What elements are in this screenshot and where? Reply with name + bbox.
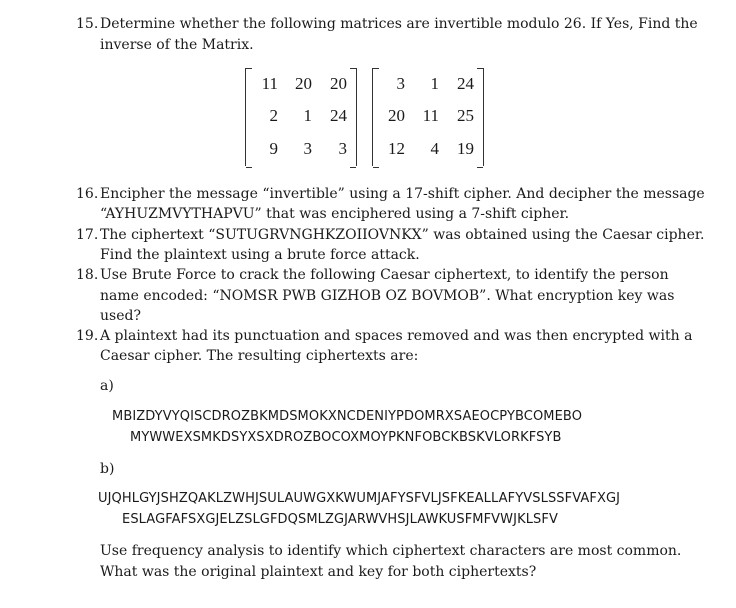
matrix-a-cell: 11 (261, 74, 278, 93)
matrix-b (372, 68, 484, 166)
q19-b-label: b) (100, 461, 115, 477)
matrix-a-cell: 24 (330, 106, 347, 125)
q19-footer-line2: What was the original plaintext and key for both ciphertexts? (100, 564, 537, 580)
matrix-a-cell: 2 (269, 106, 278, 125)
matrix-b-cell: 19 (457, 139, 474, 158)
matrix-b-cell: 3 (396, 74, 405, 93)
matrix-b-cell: 11 (422, 106, 439, 125)
ciphertext-a-line2: MYWWEXSMKDSYXSXDROZBOCOXMOYPKNFOBCKBSKVLORKFSYB (130, 430, 562, 445)
q18-line1: Use Brute Force to crack the following Caesar ciphertext, to identify the person (100, 267, 669, 283)
matrix-a-cell: 20 (330, 74, 347, 93)
q19-number: 19. (76, 328, 99, 344)
q19-line2: Caesar cipher. The resulting ciphertexts are: (100, 348, 419, 364)
matrix-a-cell: 1 (303, 106, 312, 125)
q15-line1: Determine whether the following matrices are invertible modulo 26. If Yes, Find the (100, 16, 698, 32)
ciphertext-b-line1: UJQHLGYJSHZQAKLZWHJSULAUWGXKWUMJAFYSFVLJSFKEALLAFYVSLSSFVAFXGJ (98, 491, 621, 506)
q16-line1: Encipher the message “invertible” using a 17-shift cipher. And decipher the message (100, 186, 705, 202)
q19-a-label: a) (100, 378, 114, 394)
q18-line3: used? (100, 308, 141, 324)
q17-line1: The ciphertext “SUTUGRVNGHKZOIIOVNKX” was obtained using the Caesar cipher. (100, 227, 705, 243)
matrix-a-cell: 9 (269, 139, 278, 158)
q17-line2: Find the plaintext using a brute force attack. (100, 247, 420, 263)
matrix-a-cell: 3 (338, 139, 347, 158)
matrix-b-cell: 1 (430, 74, 439, 93)
ciphertext-a-line1: MBIZDYVYQISCDROZBKMDSMOKXNCDENIYPDOMRXSAEOCPYBCOMEBO (112, 409, 583, 424)
ciphertext-b-line2: ESLAGFAFSXGJELZSLGFDQSMLZGJARWVHSJLAWKUSFMFVWJKLSFV (122, 512, 558, 527)
matrix-b-cell: 24 (457, 74, 474, 93)
q16-number: 16. (76, 186, 99, 202)
q19-footer-line1: Use frequency analysis to identify which ciphertext characters are most common. (100, 543, 682, 559)
matrix-b-cell: 25 (457, 106, 474, 125)
q16-line2: “AYHUZMVYTHAPVU” that was enciphered using a 7-shift cipher. (100, 206, 570, 222)
q18-line2: name encoded: “NOMSR PWB GIZHOB OZ BOVMOB”. What encryption key was (100, 288, 675, 304)
q15-number: 15. (76, 16, 99, 32)
matrix-b-cell: 4 (430, 139, 439, 158)
q19-line1: A plaintext had its punctuation and spaces removed and was then encrypted with a (100, 328, 693, 344)
matrix-a-cell: 20 (295, 74, 312, 93)
matrix-b-cell: 20 (388, 106, 405, 125)
q17-number: 17. (76, 227, 99, 243)
q15-line2: inverse of the Matrix. (100, 37, 254, 53)
matrix-b-cell: 12 (388, 139, 405, 158)
matrix-a-cell: 3 (303, 139, 312, 158)
matrix-a (245, 68, 357, 166)
q18-number: 18. (76, 267, 99, 283)
